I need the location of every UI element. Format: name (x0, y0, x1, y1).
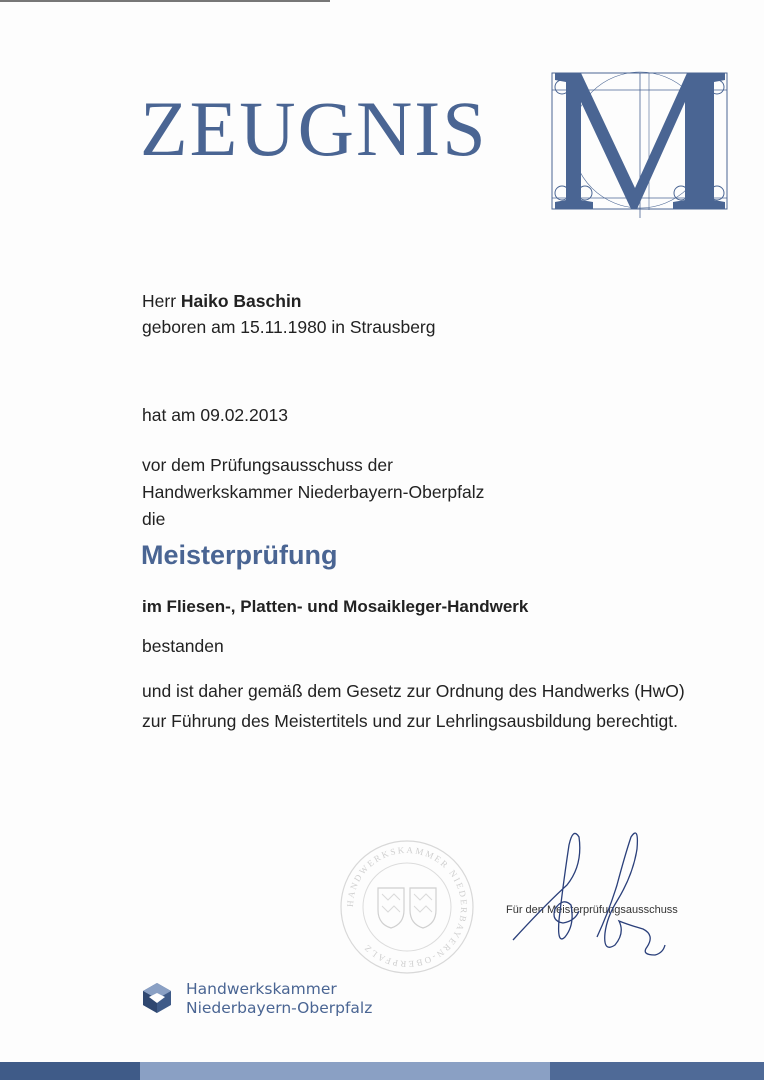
law-line-1: und ist daher gemäß dem Gesetz zur Ordnung des Handwerks (HwO) (142, 681, 685, 701)
article-line: die (142, 509, 166, 529)
law-line-2: zur Führung des Meistertitels und zur Lehrlingsausbildung berechtigt. (142, 711, 678, 731)
meister-m-logo (551, 70, 729, 218)
organization-name-line-1: Handwerkskammer (186, 980, 337, 998)
organization-name-line-2: Niederbayern-Oberpfalz (186, 999, 373, 1017)
passed-line: bestanden (142, 636, 224, 656)
embossed-seal (338, 838, 476, 976)
document-title: ZEUGNIS (140, 85, 488, 172)
exam-title: Meisterprüfung (141, 540, 338, 570)
trade-line: im Fliesen-, Platten- und Mosaikleger-Handwerk (142, 597, 529, 616)
birth-line: geboren am 15.11.1980 in Strausberg (142, 317, 436, 337)
recipient-name: Haiko Baschin (180, 291, 302, 311)
recipient-line (142, 288, 302, 314)
salutation: Herr (142, 291, 177, 311)
footer-band-segment (0, 1062, 140, 1080)
signature-caption: Für den Meisterprüfungsausschuss (506, 904, 678, 916)
board-line-1: vor dem Prüfungsausschuss der (142, 455, 393, 475)
board-line-2: Handwerkskammer Niederbayern-Oberpfalz (142, 482, 485, 502)
exam-date-line: hat am 09.02.2013 (142, 405, 288, 425)
footer-band (0, 1062, 764, 1080)
handwritten-signature (505, 825, 680, 965)
page-edge (0, 0, 330, 2)
seal-ring-text: HANDWERKSKAMMER NIEDERBAYERN-OBERPFALZ (344, 844, 470, 970)
footer-band-segment (140, 1062, 550, 1080)
hwk-cube-logo (140, 981, 174, 1015)
footer-band-segment (550, 1062, 764, 1080)
